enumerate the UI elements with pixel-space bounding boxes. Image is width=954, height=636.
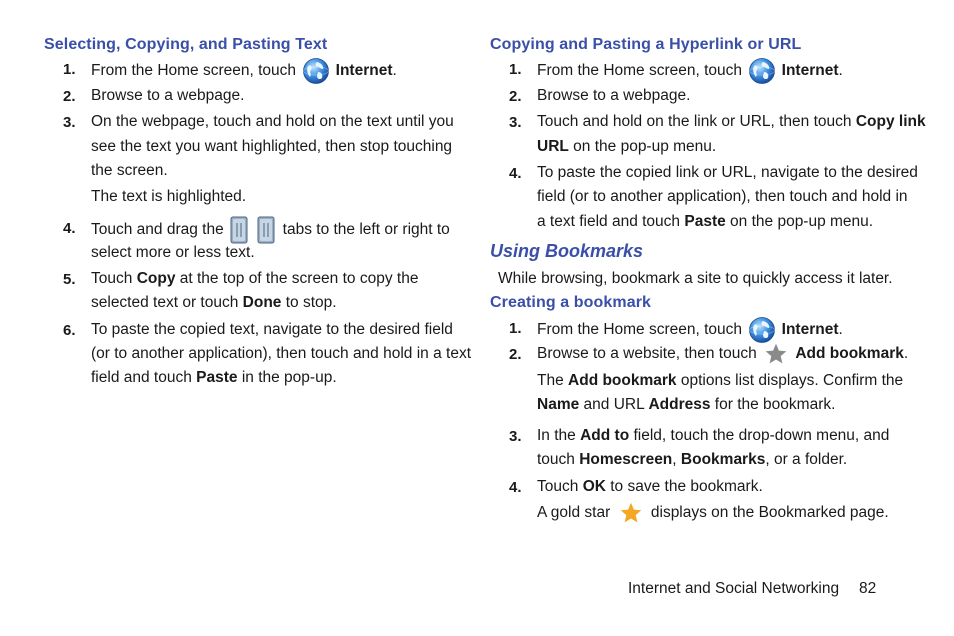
step-text: To paste the copied link or URL, navigate to the desired bbox=[537, 164, 918, 181]
gray-star-icon bbox=[764, 342, 788, 366]
internet-globe-icon bbox=[748, 316, 776, 344]
step-text: touch Homescreen, Bookmarks, or a folder. bbox=[537, 451, 848, 468]
step-text: Browse to a webpage. bbox=[537, 87, 691, 104]
step-text: Browse to a website, then touch Add bookmark. bbox=[537, 342, 908, 366]
step-text: (or to another application), then touch and hold in a text bbox=[91, 345, 471, 362]
step-text: Touch and hold on the link or URL, then touch Copy link bbox=[537, 113, 926, 130]
step-number: 3. bbox=[63, 114, 76, 131]
step-text: selected text or touch Done to stop. bbox=[91, 294, 337, 311]
step-note: The text is highlighted. bbox=[91, 188, 247, 205]
page-number: 82 bbox=[859, 580, 877, 597]
step-text: Touch and drag the tabs to the left or right to bbox=[91, 216, 450, 244]
step-text: In the Add to field, touch the drop-down menu, and bbox=[537, 427, 890, 444]
step-text: To paste the copied text, navigate to the desired field bbox=[91, 321, 453, 338]
step-number: 4. bbox=[63, 220, 76, 237]
left-selection-tab-icon bbox=[230, 216, 248, 244]
step-number: 4. bbox=[509, 165, 522, 182]
section-heading-creating-bookmark: Creating a bookmark bbox=[490, 294, 652, 311]
step-text: Touch OK to save the bookmark. bbox=[537, 478, 763, 495]
step-text: select more or less text. bbox=[91, 244, 255, 261]
step-note: Name and URL Address for the bookmark. bbox=[537, 396, 836, 413]
step-text: the screen. bbox=[91, 162, 168, 179]
step-text: field and touch Paste in the pop-up. bbox=[91, 369, 337, 386]
footer-section-name: Internet and Social Networking bbox=[628, 580, 840, 597]
step-number: 1. bbox=[509, 61, 522, 78]
step-text: Touch Copy at the top of the screen to copy the bbox=[91, 270, 419, 287]
step-text: On the webpage, touch and hold on the text until you bbox=[91, 113, 454, 130]
step-number: 3. bbox=[509, 428, 522, 445]
section-heading-selecting-text: Selecting, Copying, and Pasting Text bbox=[44, 36, 328, 53]
step-number: 2. bbox=[509, 346, 522, 363]
step-text: From the Home screen, touch Internet. bbox=[91, 57, 397, 85]
step-number: 1. bbox=[63, 61, 76, 78]
step-text: Browse to a webpage. bbox=[91, 87, 245, 104]
step-number: 2. bbox=[63, 88, 76, 105]
step-number: 4. bbox=[509, 479, 522, 496]
step-text: a text field and touch Paste on the pop-up menu. bbox=[537, 213, 874, 230]
step-text: see the text you want highlighted, then stop touching bbox=[91, 138, 453, 155]
step-number: 6. bbox=[63, 322, 76, 339]
right-selection-tab-icon bbox=[257, 216, 275, 244]
step-text: From the Home screen, touch Internet. bbox=[537, 57, 843, 85]
step-number: 3. bbox=[509, 114, 522, 131]
step-text: URL on the pop-up menu. bbox=[537, 138, 717, 155]
section-title-using-bookmarks: Using Bookmarks bbox=[490, 241, 644, 261]
step-text: field (or to another application), then touch and hold in bbox=[537, 188, 908, 205]
intro-text: While browsing, bookmark a site to quickly access it later. bbox=[498, 270, 893, 287]
internet-globe-icon bbox=[748, 57, 776, 85]
step-text: From the Home screen, touch Internet. bbox=[537, 316, 843, 344]
step-number: 1. bbox=[509, 320, 522, 337]
step-number: 2. bbox=[509, 88, 522, 105]
internet-globe-icon bbox=[302, 57, 330, 85]
gold-star-icon bbox=[619, 501, 643, 525]
step-note: The Add bookmark options list displays. Confirm the bbox=[537, 372, 904, 389]
step-note: A gold star displays on the Bookmarked page. bbox=[537, 501, 889, 525]
step-number: 5. bbox=[63, 271, 76, 288]
section-heading-copying-url: Copying and Pasting a Hyperlink or URL bbox=[490, 36, 802, 53]
